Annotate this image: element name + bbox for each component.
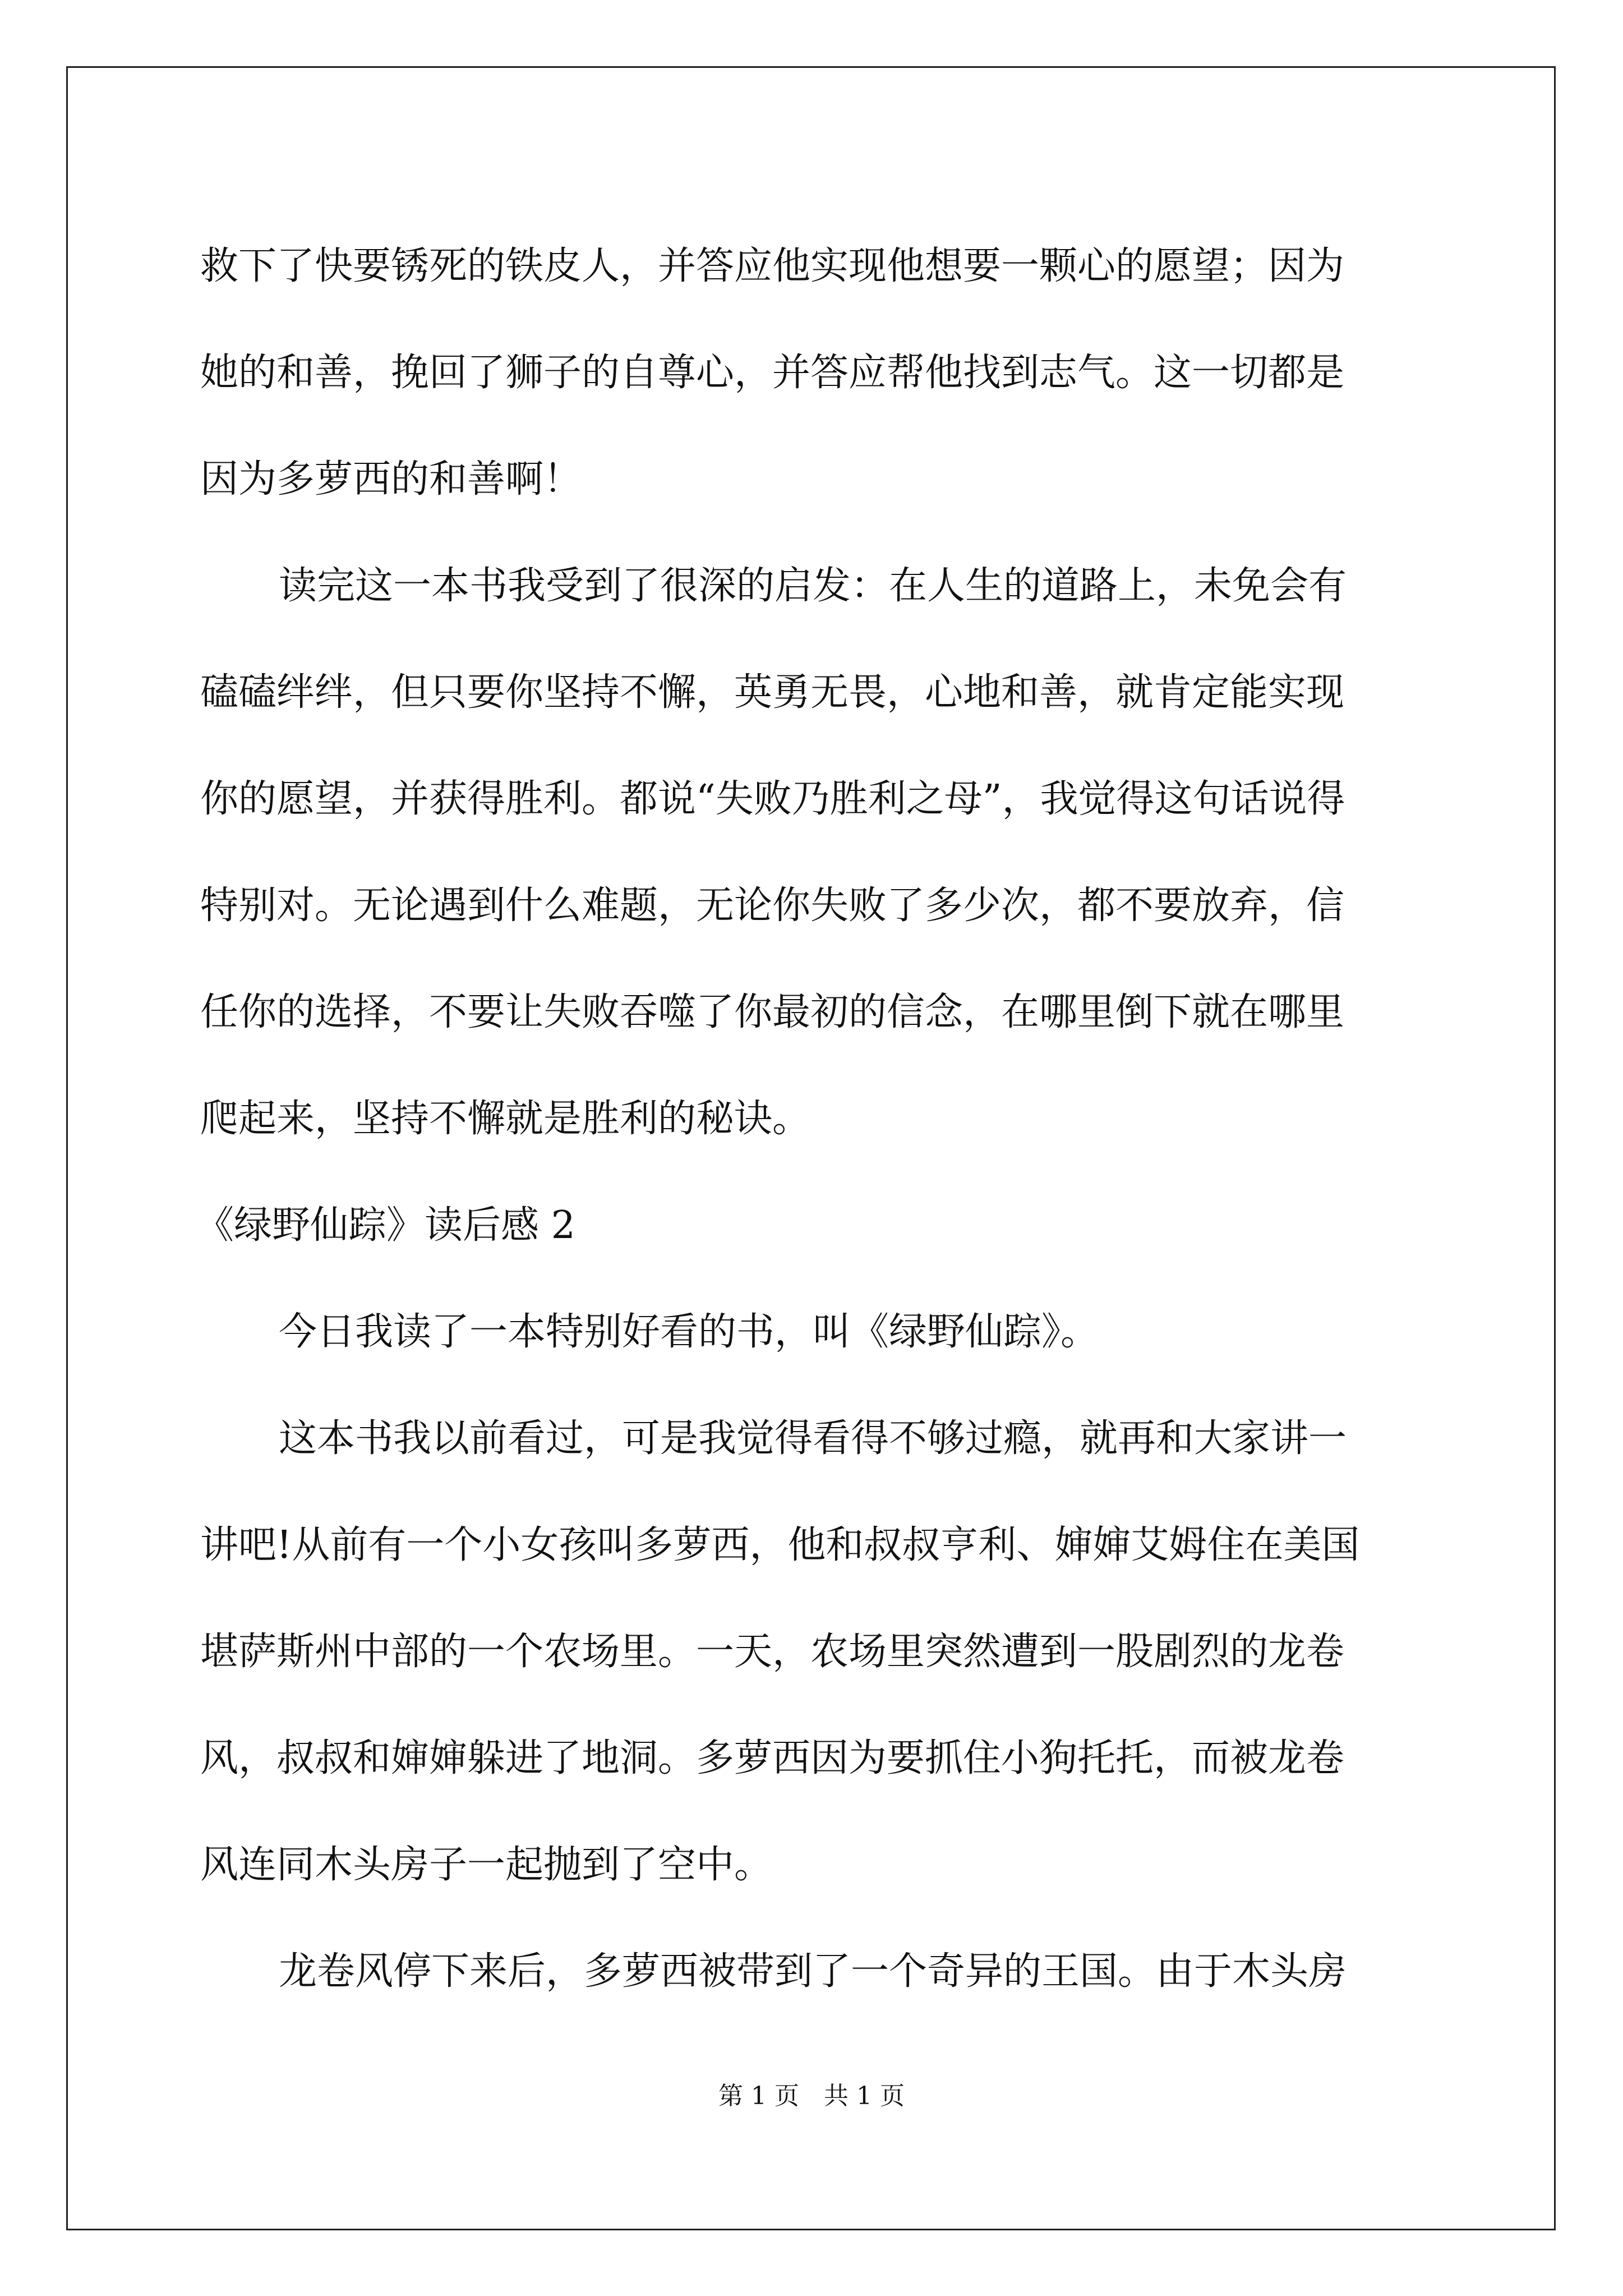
paragraph-line: 特别对。无论遇到什么难题，无论你失败了多少次，都不要放弃，信 [200,884,1345,928]
paragraph-line: 她的和善，挽回了狮子的自尊心，并答应帮他找到志气。这一切都是 [200,351,1345,395]
paragraph-line: 今日我读了一本特别好看的书，叫《绿野仙踪》。 [279,1310,1099,1354]
paragraph-line: 风，叔叔和婶婶躲进了地洞。多萝西因为要抓住小狗托托，而被龙卷 [200,1736,1345,1780]
paragraph-1 [200,213,1434,533]
paragraph-line: 讲吧!从前有一个小女孩叫多萝西，他和叔叔亨利、婶婶艾姆住在美国 [200,1523,1360,1567]
document-body [196,213,1434,2025]
paragraph-line: 爬起来，坚持不懈就是胜利的秘诀。 [200,1097,811,1141]
paragraph-line: 风连同木头房子一起抛到了空中。 [200,1843,773,1887]
paragraph-line: 读完这一本书我受到了很深的启发：在人生的道路上，未免会有 [279,564,1347,608]
paragraph-line: 磕磕绊绊，但只要你坚持不懈，英勇无畏，心地和善，就肯定能实现 [200,670,1345,715]
paragraph-2 [200,533,1434,1172]
paragraph-line: 龙卷风停下来后，多萝西被带到了一个奇异的王国。由于木头房 [279,1949,1347,1994]
paragraph-line: 你的愿望，并获得胜利。都说“失败乃胜利之母”，我觉得这句话说得 [200,777,1345,821]
paragraph-line: 堪萨斯州中部的一个农场里。一天，农场里突然遭到一股剧烈的龙卷 [200,1630,1345,1674]
paragraph-line: 救下了快要锈死的铁皮人，并答应他实现他想要一颗心的愿望；因为 [200,244,1345,288]
paragraph-line: 这本书我以前看过，可是我觉得看得不够过瘾，就再和大家讲一 [279,1416,1347,1461]
paragraph-4 [200,1386,1434,1918]
paragraph-line: 因为多萝西的和善啊！ [200,457,582,501]
section-title: 《绿野仙踪》读后感 2 [196,1203,575,1248]
paragraph-5 [200,1918,1434,2025]
page-number-label: 第 1 页 共 1 页 [718,2082,905,2110]
page-footer [0,2076,1623,2111]
paragraph-line: 任你的选择，不要让失败吞噬了你最初的信念，在哪里倒下就在哪里 [200,990,1345,1034]
paragraph-3 [200,1279,1434,1386]
